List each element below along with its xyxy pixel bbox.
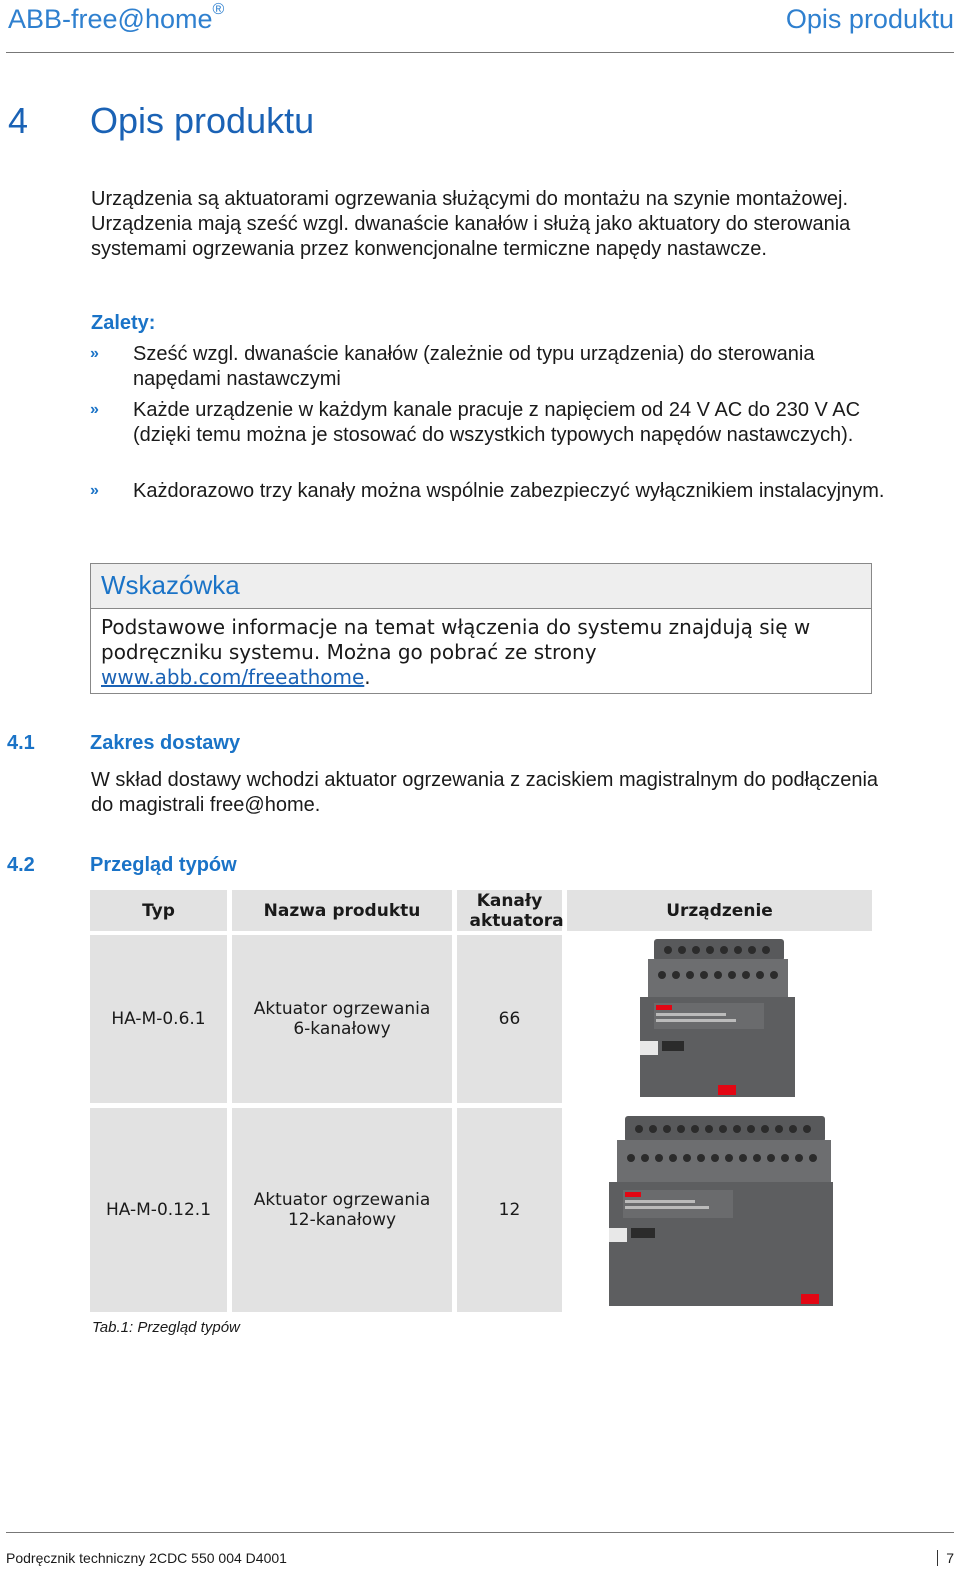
table-cell-product-name: Aktuator ogrzewania 12-kanałowy <box>232 1108 452 1312</box>
note-header <box>91 564 871 609</box>
page-number: 7 <box>937 1550 954 1566</box>
column-header-product-name: Nazwa produktu <box>232 890 452 931</box>
bullet-marker: » <box>90 482 99 499</box>
table-cell-product-name: Aktuator ogrzewania 6-kanałowy <box>232 935 452 1103</box>
section-number: 4.2 <box>7 854 35 876</box>
brand-title: ABB-free@home® <box>8 1 225 34</box>
heating-actuator-12ch-image <box>567 1108 872 1312</box>
header-section-title: Opis produktu <box>785 4 954 34</box>
column-header-device: Urządzenie <box>567 890 872 931</box>
column-header-type: Typ <box>90 890 227 931</box>
table-caption: Tab.1: Przegląd typów <box>92 1319 240 1336</box>
table-cell-type: HA-M-0.12.1 <box>90 1108 227 1312</box>
header-divider <box>6 52 954 53</box>
heating-actuator-6ch-image <box>567 935 872 1103</box>
chapter-title: Opis produktu <box>90 100 315 141</box>
note-text: Podstawowe informacje na temat włączenia do systemu znajdują się w podręczniku systemu. Można go pobrać ze strony <box>101 615 811 664</box>
note-body <box>101 615 861 690</box>
intro-paragraph: Urządzenia są aktuatorami ogrzewania służącymi do montażu na szynie montażowej. Urządzenia mają sześć wzgl. dwanaście kanałów i służą jako aktuatory do sterowania systemami ogrzewania przez konwencjonalne termiczne napędy nastawcze. <box>91 188 851 260</box>
section-number: 4.1 <box>7 732 35 754</box>
bullet-marker: » <box>90 401 99 418</box>
table-cell-channels: 12 <box>457 1108 562 1312</box>
note-box <box>90 563 872 694</box>
advantage-item: Każdorazowo trzy kanały można wspólnie zabezpieczyć wyłącznikiem instalacyjnym. <box>133 480 885 502</box>
advantages-heading: Zalety: <box>91 312 156 334</box>
abb-download-link[interactable]: www.abb.com/freeathome <box>101 665 365 689</box>
registered-mark: ® <box>212 1 225 18</box>
table-cell-type: HA-M-0.6.1 <box>90 935 227 1103</box>
footer-document-id: Podręcznik techniczny 2CDC 550 004 D4001 <box>6 1550 287 1566</box>
advantage-item: Sześć wzgl. dwanaście kanałów (zależnie od typu urządzenia) do sterowania napędami nastawczymi <box>133 343 815 390</box>
note-title: Wskazówka <box>101 570 240 600</box>
delivery-paragraph: W skład dostawy wchodzi aktuator ogrzewania z zaciskiem magistralnym do podłączenia do magistrali free@home. <box>91 769 879 816</box>
bullet-marker: » <box>90 345 99 362</box>
note-period: . <box>364 665 371 689</box>
footer-divider <box>6 1532 954 1533</box>
section-title: Zakres dostawy <box>90 732 241 754</box>
table-cell-channels: 66 <box>457 935 562 1103</box>
advantage-item: Każde urządzenie w każdym kanale pracuje z napięciem od 24 V AC do 230 V AC (dzięki temu można je stosować do wszystkich typowych napędów nastawczych). <box>133 399 861 446</box>
section-title: Przegląd typów <box>90 854 237 876</box>
column-header-channels: Kanały aktuatora <box>457 890 562 931</box>
chapter-number: 4 <box>8 100 29 141</box>
